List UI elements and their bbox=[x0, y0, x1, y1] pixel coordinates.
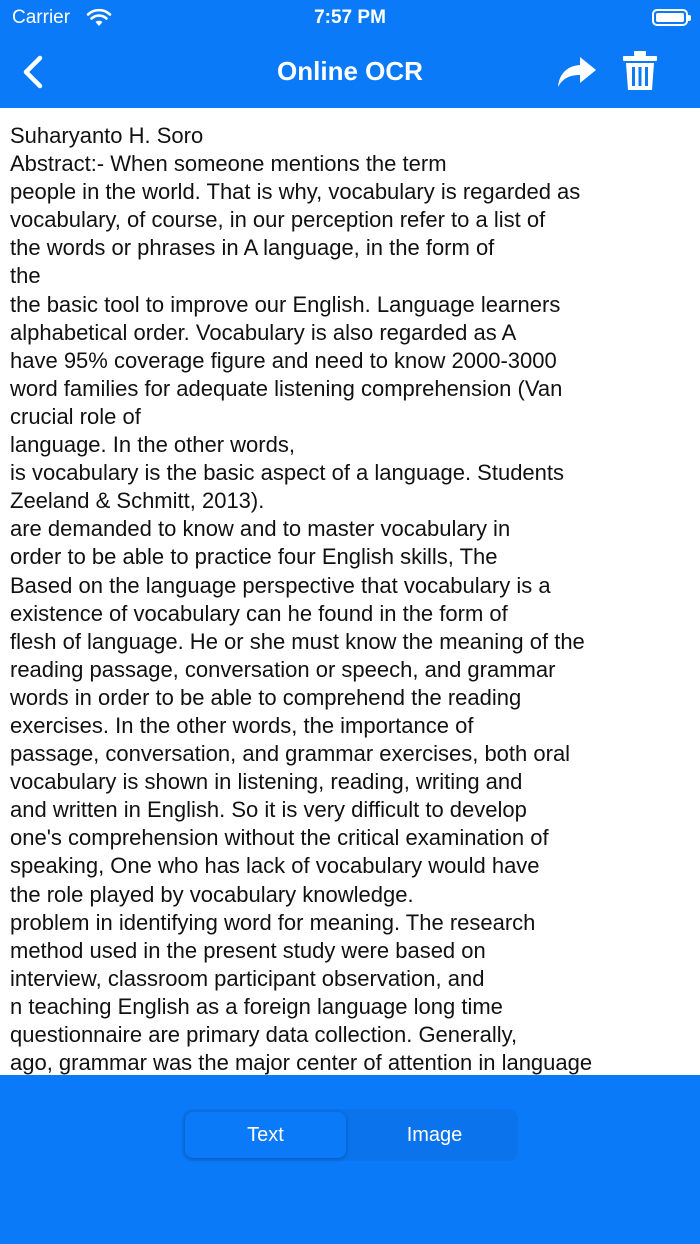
ocr-result-area[interactable] bbox=[0, 108, 700, 1075]
delete-button[interactable] bbox=[620, 50, 660, 92]
navigation-bar bbox=[0, 36, 700, 108]
page-title: Online OCR bbox=[277, 56, 423, 86]
trash-icon bbox=[623, 51, 657, 90]
clock: 7:57 PM bbox=[314, 7, 386, 28]
carrier-label: Carrier bbox=[12, 7, 71, 28]
segment-image[interactable]: Image bbox=[406, 1124, 463, 1146]
share-button[interactable] bbox=[556, 54, 598, 90]
view-mode-segmented-control bbox=[182, 1109, 518, 1161]
bottom-bar bbox=[0, 1075, 700, 1244]
status-bar bbox=[0, 0, 700, 36]
top-bar bbox=[0, 0, 700, 108]
share-arrow-icon bbox=[558, 57, 596, 87]
battery-icon bbox=[652, 9, 688, 26]
ocr-text[interactable]: Suharyanto H. Soro Abstract:- When someone mentions the term people in the world. That is why, vocabulary is regarded as vocabulary, of course, in our perception refer to a list of the words or phrases in A language, in the form of the the basic tool to improve our English. Language learners alphabetical order. Vocabulary is also regarded as A have 95% coverage figure and need to know 2000-3000 word families for adequate listening comprehension (Van crucial role of language. In the other words, is vocabulary is the basic aspect of a language. Students Zeeland & Schmitt, 2013). are demanded to know and to master vocabulary in order to be able to practice four English skills, The Based on the language perspective that vocabulary is a existence of vocabulary can he found in the form of flesh of language. He or she must know the meaning of the reading passage, conversation or speech, and grammar words in order to be able to comprehend the reading exercises. In the other words, the importance of passage, conversation, and grammar exercises, both oral vocabulary is shown in listening, reading, writing and and written in English. So it is very difficult to develop one's comprehension without the critical examination of speaking, One who has lack of vocabulary would have the role played by vocabulary knowledge. problem in identifying word for meaning. The research method used in the present study were based on interview, classroom participant observation, and n teaching English as a foreign language long time questionnaire are primary data collection. Generally, ago, grammar was the major center of attention in language bbox=[10, 123, 593, 1075]
segment-text[interactable]: Text bbox=[185, 1112, 346, 1158]
